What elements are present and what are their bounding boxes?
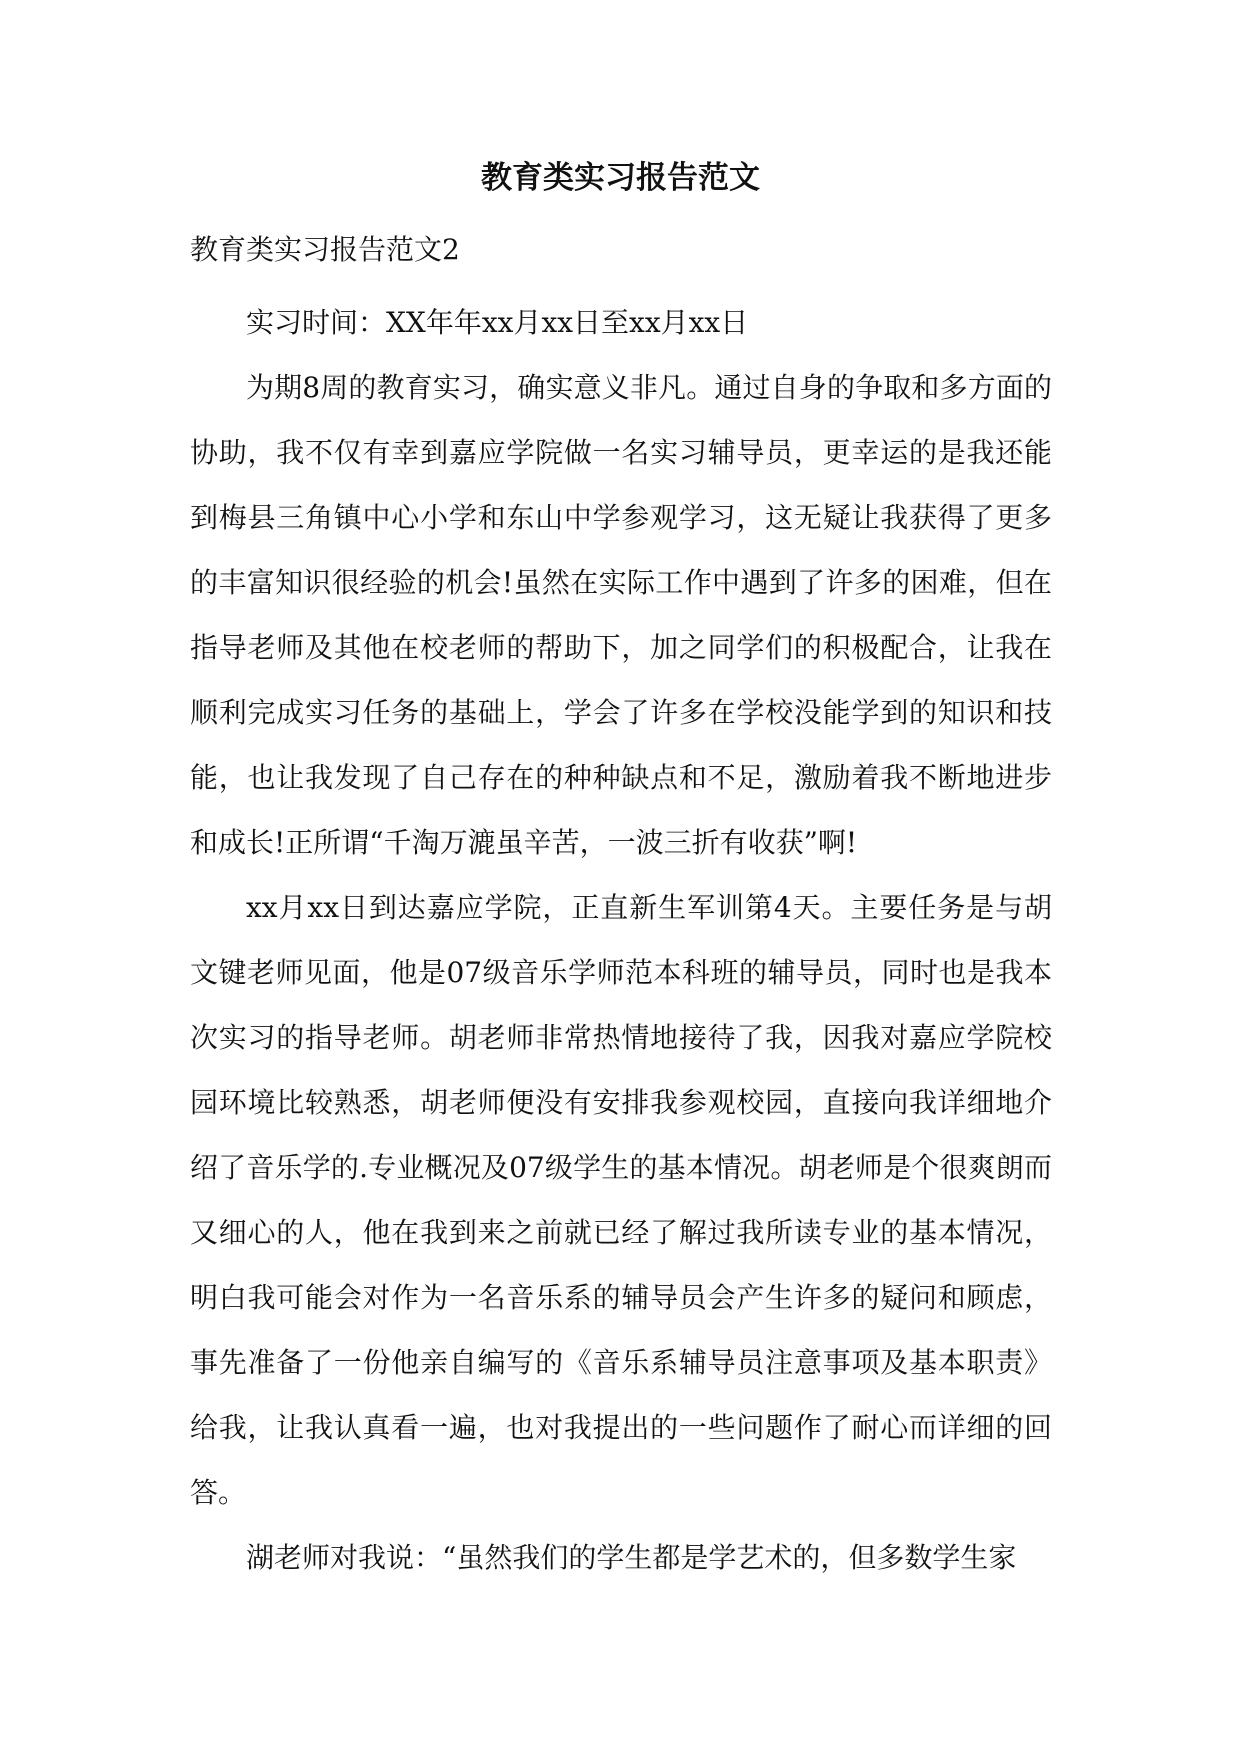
document-body xyxy=(190,290,1052,1590)
document-subtitle: 教育类实习报告范文2 xyxy=(190,233,460,266)
paragraph-internship-overview: 为期8周的教育实习，确实意义非凡。通过自身的争取和多方面的协助，我不仅有幸到嘉应学院做一名实习辅导员，更幸运的是我还能到梅县三角镇中心小学和东山中学参观学习，这无疑让我获得了更多的丰富知识很经验的机会!虽然在实际工作中遇到了许多的困难，但在指导老师及其他在校老师的帮助下，加之同学们的积极配合，让我在顺利完成实习任务的基础上，学会了许多在学校没能学到的知识和技能，也让我发现了自己存在的种种缺点和不足，激励着我不断地进步和成长!正所谓“千淘万漉虽辛苦，一波三折有收获”啊! xyxy=(190,371,1052,859)
paragraph-internship-time: 实习时间：XX年年xx月xx日至xx月xx日 xyxy=(246,306,749,339)
paragraph-arrival: xx月xx日到达嘉应学院，正直新生军训第4天。主要任务是与胡文键老师见面，他是07级音乐学师范本科班的辅导员，同时也是我本次实习的指导老师。胡老师非常热情地接待了我，因我对嘉应学院校园环境比较熟悉，胡老师便没有安排我参观校园，直接向我详细地介绍了音乐学的.专业概况及07级学生的基本情况。胡老师是个很爽朗而又细心的人，他在我到来之前就已经了解过我所读专业的基本情况，明白我可能会对作为一名音乐系的辅导员会产生许多的疑问和顾虑，事先准备了一份他亲自编写的《音乐系辅导员注意事项及基本职责》给我，让我认真看一遍，也对我提出的一些问题作了耐心而详细的回答。 xyxy=(190,891,1052,1509)
paragraph-teacher-quote: 湖老师对我说：“虽然我们的学生都是学艺术的，但多数学生家 xyxy=(246,1541,1017,1574)
document-title: 教育类实习报告范文 xyxy=(481,160,760,196)
